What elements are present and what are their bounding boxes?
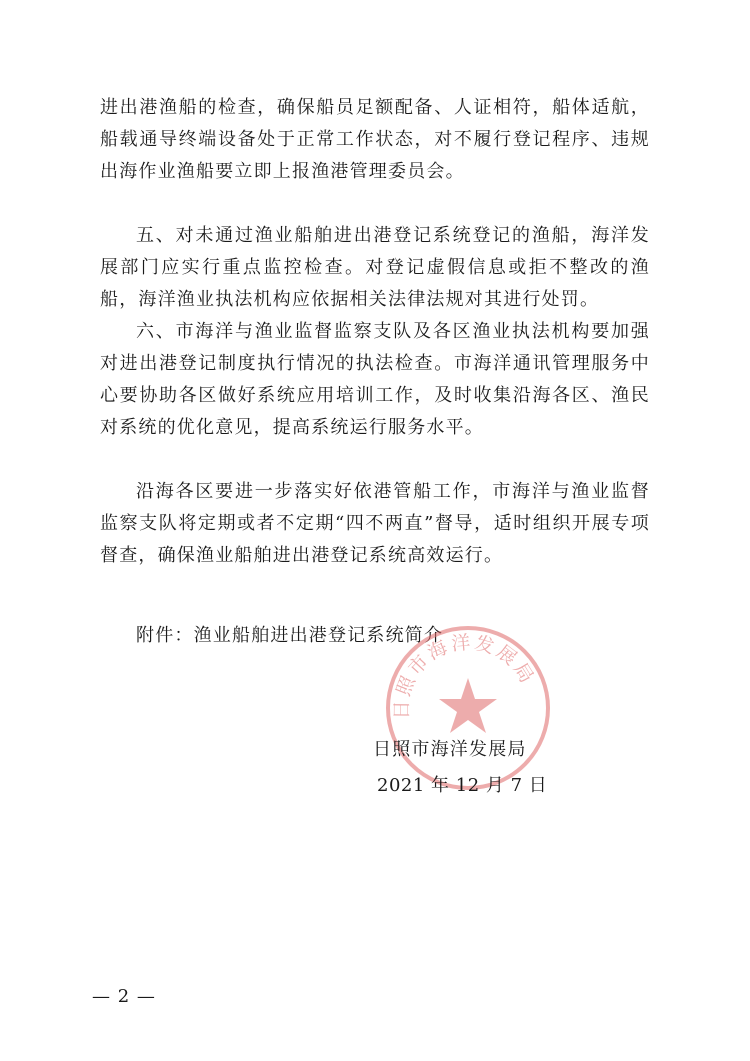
page-number: — 2 — — [92, 986, 156, 1007]
paragraph-continuation: 进出港渔船的检查，确保船员足额配备、人证相符，船体适航，船载通导终端设备处于正常工作状态，对不履行登记程序、违规出海作业渔船要立即上报渔港管理委员会。 — [100, 97, 650, 182]
seal-star-icon — [439, 678, 497, 733]
paragraph-item-five: 五、对未通过渔业船舶进出港登记系统登记的渔船，海洋发展部门应实行重点监控检查。对登记虚假信息或拒不整改的渔船，海洋渔业执法机构应依据相关法律法规对其进行处罚。 — [100, 225, 650, 310]
attachment-line: 附件：渔业船舶进出港登记系统简介 — [136, 625, 444, 646]
svg-text:日照市海洋发展局: 日照市海洋发展局 — [390, 631, 540, 720]
issue-date: 2021 年 12 月 7 日 — [377, 775, 548, 796]
issuer-name: 日照市海洋发展局 — [373, 739, 527, 760]
paragraph-item-six: 六、市海洋与渔业监督监察支队及各区渔业执法机构要加强对进出港登记制度执行情况的执法检查。市海洋通讯管理服务中心要协助各区做好系统应用培训工作，及时收集沿海各区、渔民对系统的优化意见，提高系统运行服务水平。 — [100, 321, 650, 438]
official-seal-icon — [383, 623, 553, 793]
paragraph-closing: 沿海各区要进一步落实好依港管船工作，市海洋与渔业监督监察支队将定期或者不定期“四不两直”督导，适时组织开展专项督查，确保渔业船舶进出港登记系统高效运行。 — [100, 481, 650, 566]
